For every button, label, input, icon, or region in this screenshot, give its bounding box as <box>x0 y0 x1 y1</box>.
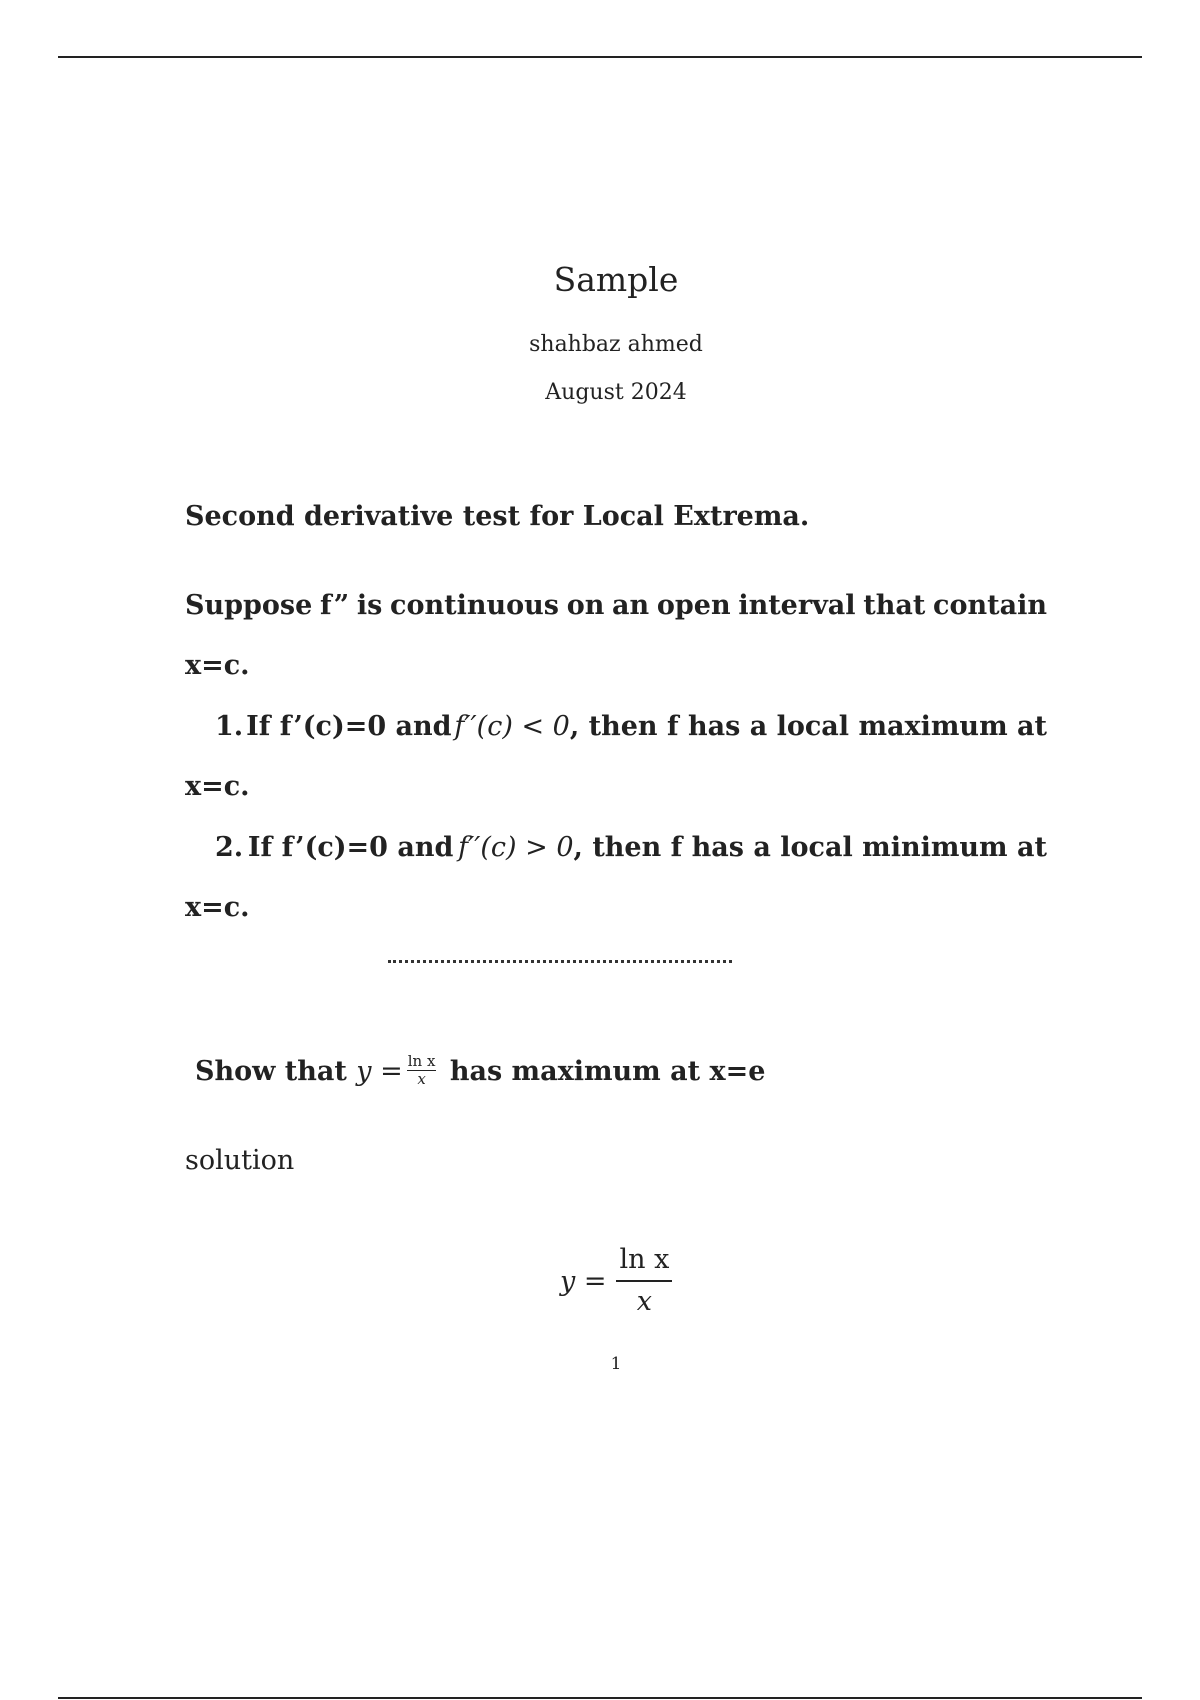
fraction-numerator: ln x <box>407 1052 436 1070</box>
dotted-separator <box>388 960 732 963</box>
intro-word: is <box>356 590 383 621</box>
list-item-2 <box>185 829 1047 867</box>
fraction-denominator: x <box>417 1070 426 1088</box>
document-title: Sample <box>553 260 679 299</box>
list-item-tail: , then f has a local maximum at <box>569 711 1047 742</box>
display-fraction <box>616 1243 672 1319</box>
intro-word: interval <box>738 590 856 621</box>
document-author: shahbaz ahmed <box>529 332 703 357</box>
list-item-lead: If f’(c)=0 and <box>247 832 454 863</box>
list-item-math: f′′(c) < 0 <box>454 711 570 742</box>
solution-label: solution <box>185 1145 295 1176</box>
section-heading: Second derivative test for Local Extrema. <box>185 501 810 532</box>
list-item-number: 2. <box>215 832 244 863</box>
intro-word: that <box>863 590 926 621</box>
display-equation <box>560 1243 672 1319</box>
document-date: August 2024 <box>545 380 687 405</box>
list-item-1 <box>185 708 1047 746</box>
list-item-number: 1. <box>215 711 244 742</box>
problem-prefix: Show that <box>195 1056 347 1087</box>
list-item-math: f′′(c) > 0 <box>458 832 574 863</box>
list-item-1-continuation: x=c. <box>185 771 250 802</box>
list-item-tail: , then f has a local minimum at <box>573 832 1047 863</box>
display-fraction-numerator: ln x <box>616 1243 672 1282</box>
problem-suffix: has maximum at x=e <box>449 1056 766 1087</box>
bottom-rule <box>58 1697 1142 1699</box>
page-number: 1 <box>610 1354 622 1374</box>
intro-word: open <box>656 590 731 621</box>
intro-word: f” <box>320 590 350 621</box>
problem-lhs: y = <box>356 1056 403 1087</box>
intro-word: on <box>566 590 605 621</box>
intro-word: continuous <box>390 590 559 621</box>
inline-fraction <box>407 1054 437 1087</box>
problem-statement <box>195 1053 1057 1091</box>
equation-lhs: y = <box>560 1265 607 1297</box>
intro-word: Suppose <box>185 590 313 621</box>
top-rule <box>58 56 1142 58</box>
list-item-2-continuation: x=c. <box>185 892 250 923</box>
display-fraction-denominator: x <box>636 1286 652 1317</box>
intro-word: contain <box>933 590 1047 621</box>
intro-line-1 <box>185 587 1047 625</box>
list-item-lead: If f’(c)=0 and <box>246 711 452 742</box>
intro-word: an <box>612 590 650 621</box>
intro-line-2: x=c. <box>185 650 250 681</box>
